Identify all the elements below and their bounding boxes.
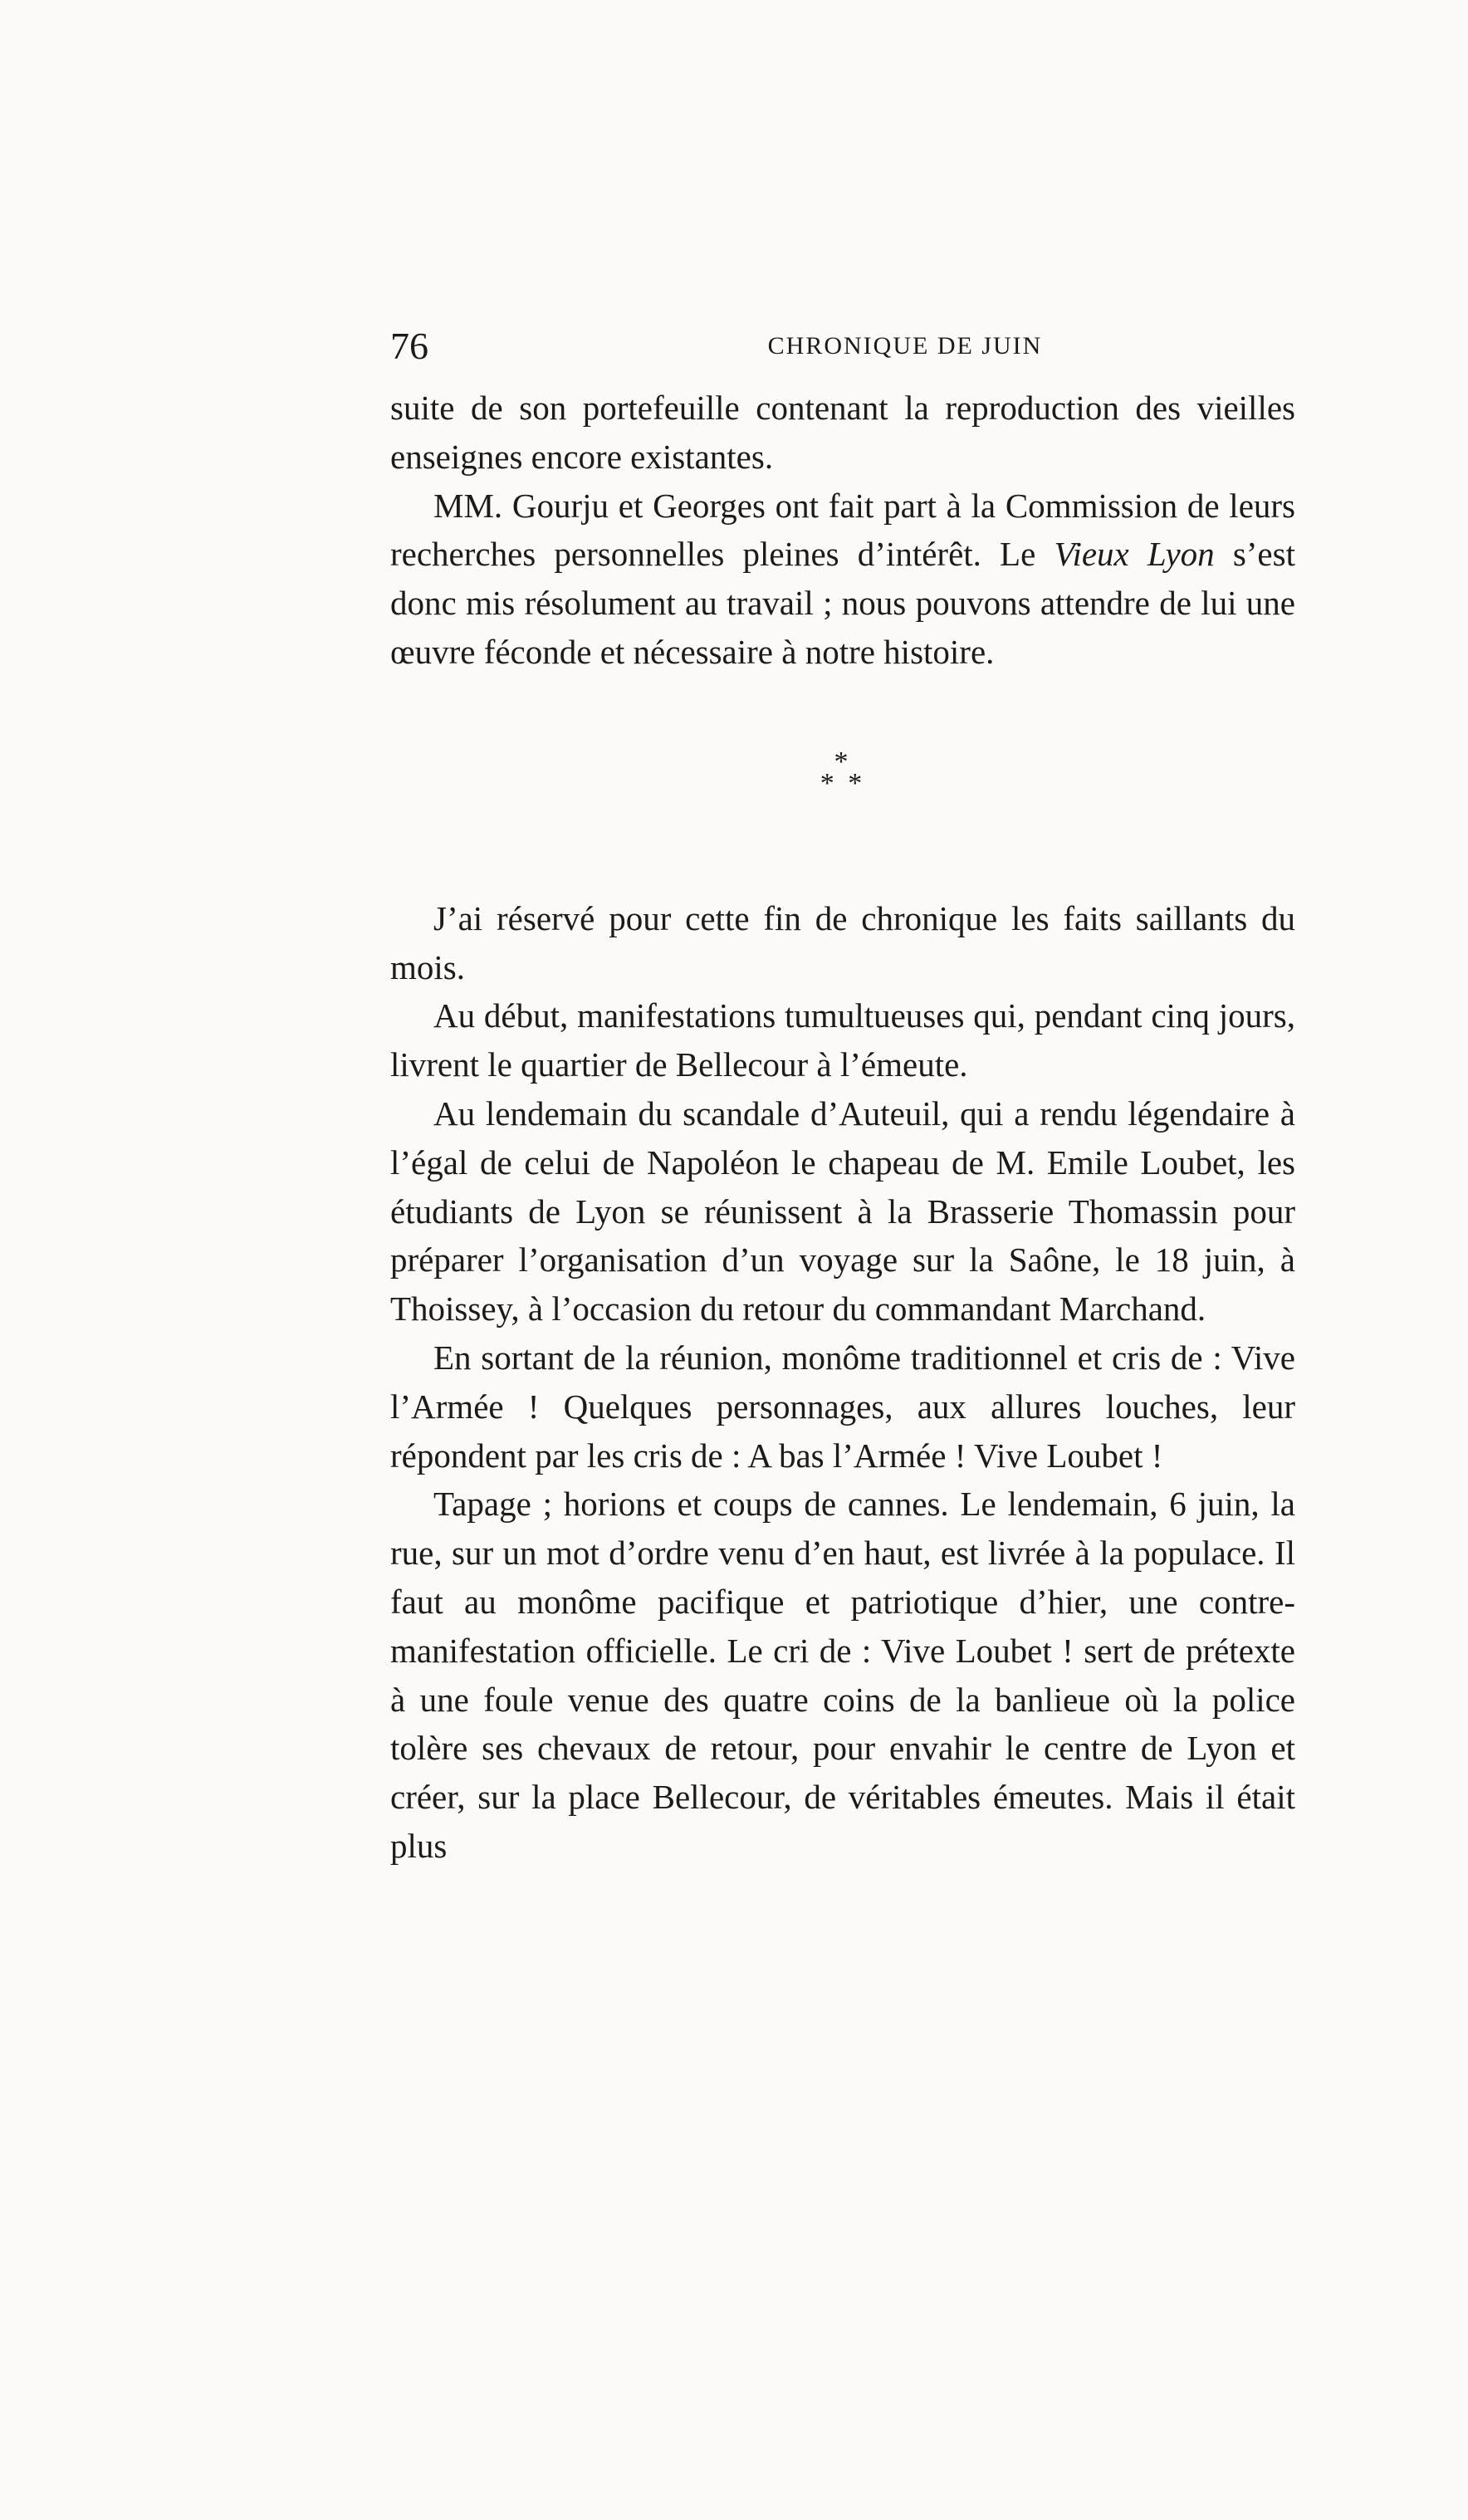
asterism-top: * (834, 746, 852, 777)
italic-title: Vieux Lyon (1054, 535, 1215, 574)
paragraph-vieux-lyon (390, 482, 1295, 677)
paragraph: Au lendemain du scandale d’Auteuil, qui a rendu légendaire à l’égal de celui de Napoléon le chapeau de M. Emile Loubet, les étudiants de Lyon se réunissent à la Brasserie Thomassin pour préparer l’organisation d’un voyage sur la Saône, le 18 juin, à Thoissey, à l’occasion du retour du commandant Marchand. (390, 1094, 1295, 1329)
paragraph-text: s’est donc mis résolument au travail ; nous pouvons attendre de lui une œuvre féconde et nécessaire à notre histoire. (390, 535, 1295, 671)
body-text (390, 384, 1295, 1871)
page-header (390, 317, 1295, 375)
section-asterism (390, 746, 1295, 799)
running-head: CHRONIQUE DE JUIN (767, 332, 1043, 360)
page-number: 76 (390, 325, 428, 367)
paragraph: En sortant de la réunion, monôme traditionnel et cris de : Vive l’Armée ! Quelques personnages, aux allures louches, leur répondent par les cris de : A bas l’Armée ! Vive Loubet ! (390, 1338, 1295, 1475)
paragraph: Tapage ; horions et coups de cannes. Le lendemain, 6 juin, la rue, sur un mot d’ordre venu d’en haut, est livrée à la populace. Il faut au monôme pacifique et patriotique d’hier, une contre-manifestation officielle. Le cri de : Vive Loubet ! sert de prétexte à une foule venue des quatre coins de la banlieue où la police tolère ses chevaux de retour, pour envahir le centre de Lyon et créer, sur la place Bellecour, de véritables émeutes. Mais il était plus (390, 1485, 1295, 1865)
asterism-bottom: * * (820, 767, 866, 799)
paragraph: J’ai réservé pour cette fin de chronique les faits saillants du mois. (390, 898, 1295, 986)
paragraph: Au début, manifestations tumultueuses qui, pendant cinq jours, livrent le quartier de Bellecour à l’émeute. (390, 996, 1295, 1084)
paragraph-text: MM. Gourju et Georges ont fait part à la Commission de leurs recherches personnelles pleines d’intérêt. Le (390, 486, 1295, 574)
paragraph-continuation: suite de son portefeuille contenant la reproduction des vieilles enseignes encore existantes. (390, 389, 1295, 476)
